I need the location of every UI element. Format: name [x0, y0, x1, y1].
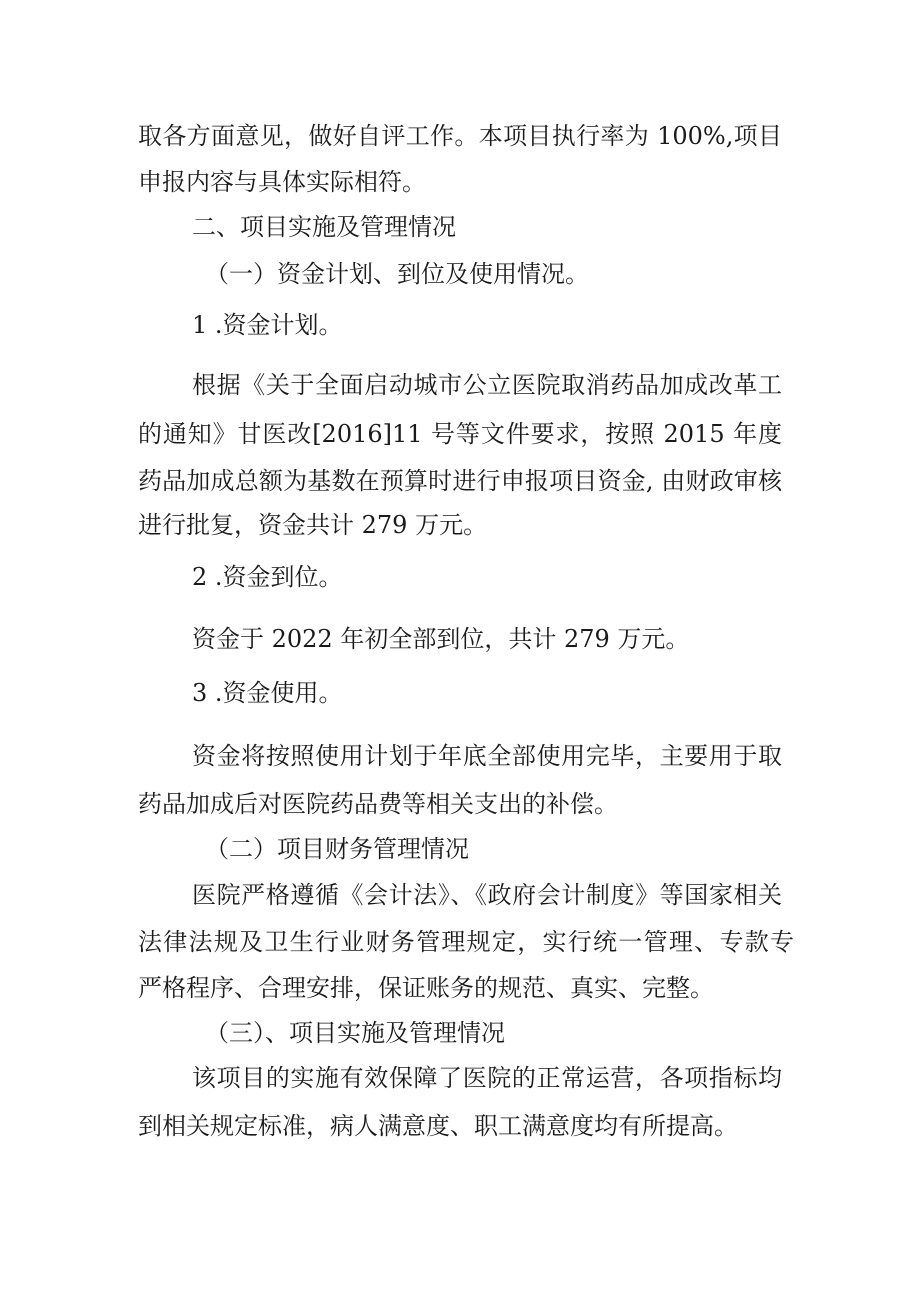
item-3-heading: 3 .资金使用。 [192, 679, 343, 707]
item-1-body-line-1: 根据《关于全面启动城市公立医院取消药品加成改革工 [192, 371, 782, 399]
item-1-heading: 1 .资金计划。 [192, 311, 343, 339]
subsection-3-heading: （三）、项目实施及管理情况 [205, 1019, 505, 1047]
subsection-3-body-line-2: 到相关规定标准，病人满意度、职工满意度均有所提高。 [138, 1112, 738, 1140]
item-3-body-line-1: 资金将按照使用计划于年底全部使用完毕，主要用于取 [192, 742, 782, 770]
item-1-body-line-2: 的通知》甘医改[2016]11 号等文件要求，按照 2015 年度 [138, 420, 782, 448]
subsection-2-body-line-3: 严格程序、合理安排，保证账务的规范、真实、完整。 [138, 974, 714, 1002]
subsection-3-body-line-1: 该项目的实施有效保障了医院的正常运营，各项指标均 [192, 1064, 782, 1092]
section-2-heading: 二、项目实施及管理情况 [192, 213, 456, 241]
item-2-body: 资金于 2022 年初全部到位，共计 279 万元。 [192, 625, 690, 653]
subsection-2-body-line-2: 法律法规及卫生行业财务管理规定，实行统一管理、专款专 [138, 928, 794, 956]
item-1-body-line-3: 药品加成总额为基数在预算时进行申报项目资金, 由财政审核 [138, 467, 782, 495]
item-3-body-line-2: 药品加成后对医院药品费等相关支出的补偿。 [138, 790, 618, 818]
item-1-body-line-4: 进行批复，资金共计 279 万元。 [138, 511, 488, 539]
subsection-2-heading: （二）项目财务管理情况 [205, 835, 469, 863]
subsection-2-body-line-1: 医院严格遵循《会计法》、《政府会计制度》等国家相关 [192, 881, 782, 909]
item-2-heading: 2 .资金到位。 [192, 563, 343, 591]
subsection-1-heading: （一）资金计划、到位及使用情况。 [205, 260, 589, 288]
intro-line-1: 取各方面意见，做好自评工作。本项目执行率为 100%,项目 [138, 122, 782, 150]
intro-line-2: 申报内容与具体实际相符。 [138, 168, 426, 196]
